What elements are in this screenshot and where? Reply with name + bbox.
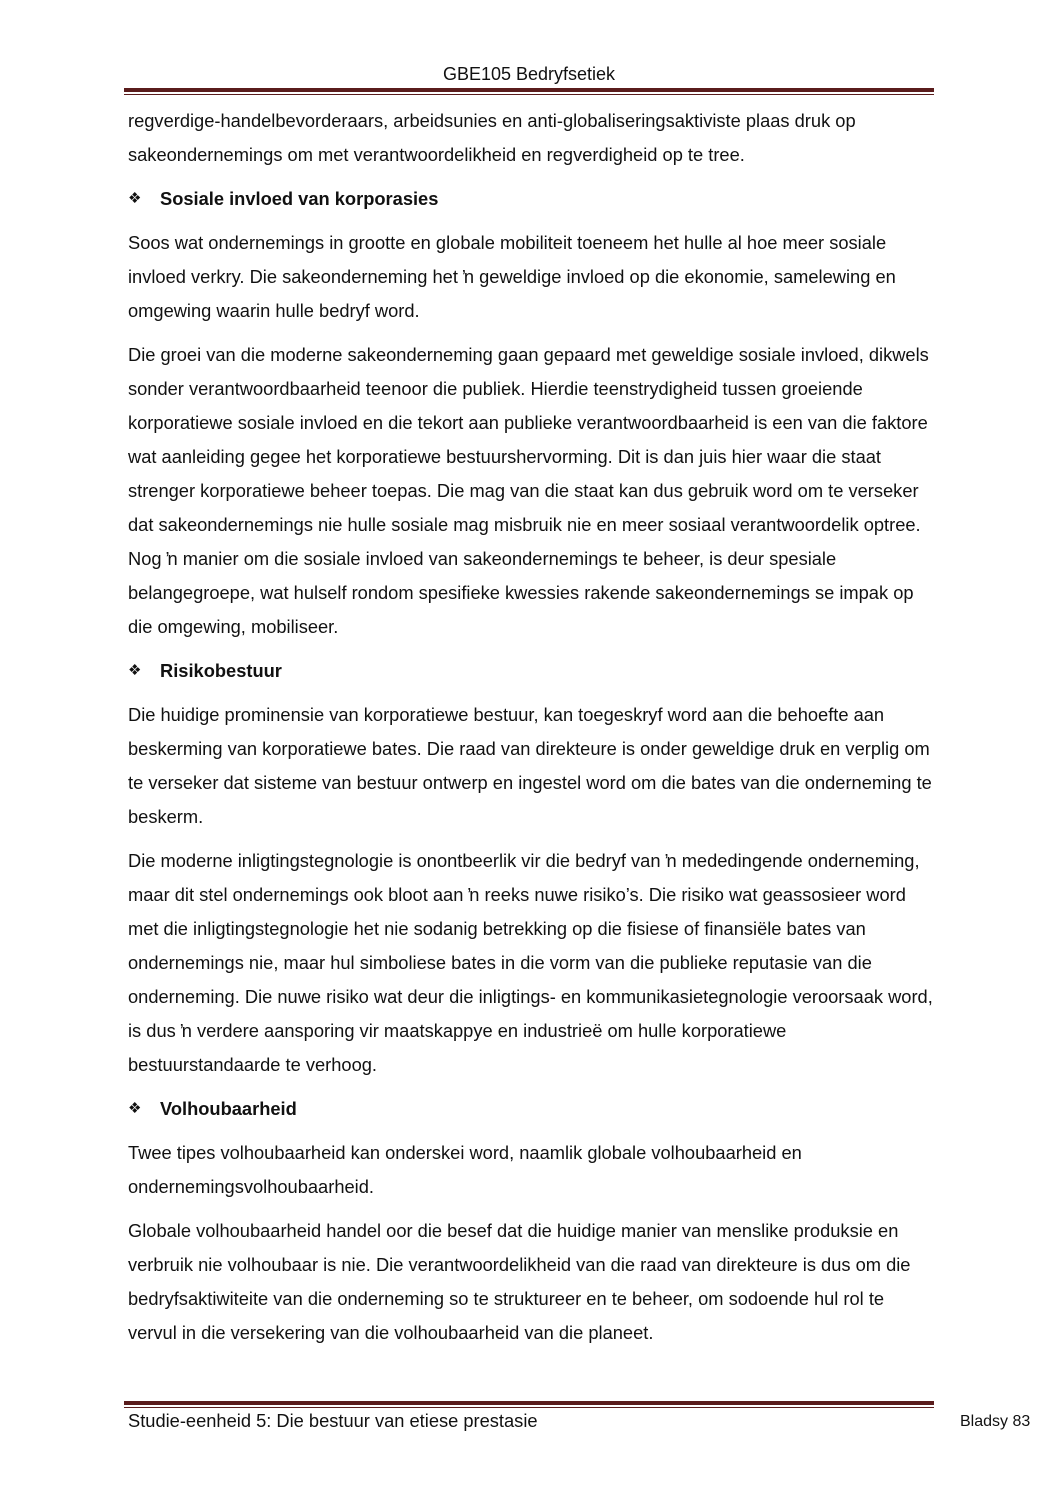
section-heading-risk-management <box>128 654 936 688</box>
paragraph: Die groei van die moderne sakeonderneming gaan gepaard met geweldige sosiale invloed, dikwels sonder verantwoordbaarheid teenoor die publiek. Hierdie teenstrydigheid tussen groeiende korporatiewe sosiale invloed en die tekort aan publieke verantwoordbaarheid is een van die faktore wat aanleiding gegee het korporatiewe bestuurshervorming. Dit is dan juis hier waar die staat strenger korporatiewe beheer toepas. Die mag van die staat kan dus gebruik word om te verseker dat sakeondernemings nie hulle sosiale mag misbruik nie en meer sosiaal verantwoordelik optree. Nog ŉ manier om die sosiale invloed van sakeondernemings te beheer, is deur spesiale belangegroepe, wat hulself rondom spesifieke kwessies rakende sakeondernemings se impak op die omgewing, mobiliseer. <box>128 344 929 637</box>
footer-page-number: Bladsy 83 <box>960 1413 1031 1430</box>
paragraph: Twee tipes volhoubaarheid kan onderskei word, naamlik globale volhoubaarheid en ondernemingsvolhoubaarheid. <box>128 1142 802 1197</box>
diamond-bullet-icon: ❖ <box>128 1100 142 1117</box>
header-divider <box>124 88 934 95</box>
paragraph: Die moderne inligtingstegnologie is onontbeerlik vir die bedryf van ŉ mededingende onderneming, maar dit stel ondernemings ook bloot aan ŉ reeks nuwe risiko’s. Die risiko wat geassosieer word met die inligtingstegnologie het nie sodanig betrekking op die fisiese of finansiële bates van ondernemings nie, maar hul simboliese bates in die vorm van die publieke reputasie van die onderneming. Die nuwe risiko wat deur die inligtings- en kommunikasietegnologie veroorsaak word, is dus ŉ verdere aansporing vir maatskappye en industrieë om hulle korporatiewe bestuurstandaarde te verhoog. <box>128 850 933 1075</box>
section-heading-sustainability <box>128 1092 936 1126</box>
paragraph: Soos wat ondernemings in grootte en globale mobiliteit toeneem het hulle al hoe meer sosiale invloed verkry. Die sakeonderneming het ŉ geweldige invloed op die ekonomie, samelewing en omgewing waarin hulle bedryf word. <box>128 232 896 321</box>
footer-study-unit: Studie-eenheid 5: Die bestuur van etiese prestasie <box>128 1410 538 1431</box>
paragraph: Die huidige prominensie van korporatiewe bestuur, kan toegeskryf word aan die behoefte aan beskerming van korporatiewe bates. Die raad van direkteure is onder geweldige druk en verplig om te verseker dat sisteme van bestuur ontwerp en ingestel word om die bates van die onderneming te beskerm. <box>128 704 932 827</box>
paragraph: regverdige-handelbevorderaars, arbeidsunies en anti-globaliseringsaktiviste plaas druk op sakeondernemings om met verantwoordelikheid en regverdigheid op te tree. <box>128 110 856 165</box>
diamond-bullet-icon: ❖ <box>128 190 142 207</box>
section-heading-label: Risikobestuur <box>160 660 282 681</box>
section-heading-label: Volhoubaarheid <box>160 1098 297 1119</box>
paragraph: Globale volhoubaarheid handel oor die besef dat die huidige manier van menslike produksie en verbruik nie volhoubaar is nie. Die verantwoordelikheid van die raad van direkteure is dus om die bedryfsaktiwiteite van die onderneming so te struktureer en te beheer, om sodoende hul rol te vervul in die versekering van die volhoubaarheid van die planeet. <box>128 1220 911 1343</box>
section-heading-social-influence <box>128 182 936 216</box>
page-header-title: GBE105 Bedryfsetiek <box>442 64 616 84</box>
diamond-bullet-icon: ❖ <box>128 662 142 679</box>
section-heading-label: Sosiale invloed van korporasies <box>160 188 439 209</box>
page-content <box>128 104 936 1360</box>
footer-divider <box>124 1401 934 1408</box>
